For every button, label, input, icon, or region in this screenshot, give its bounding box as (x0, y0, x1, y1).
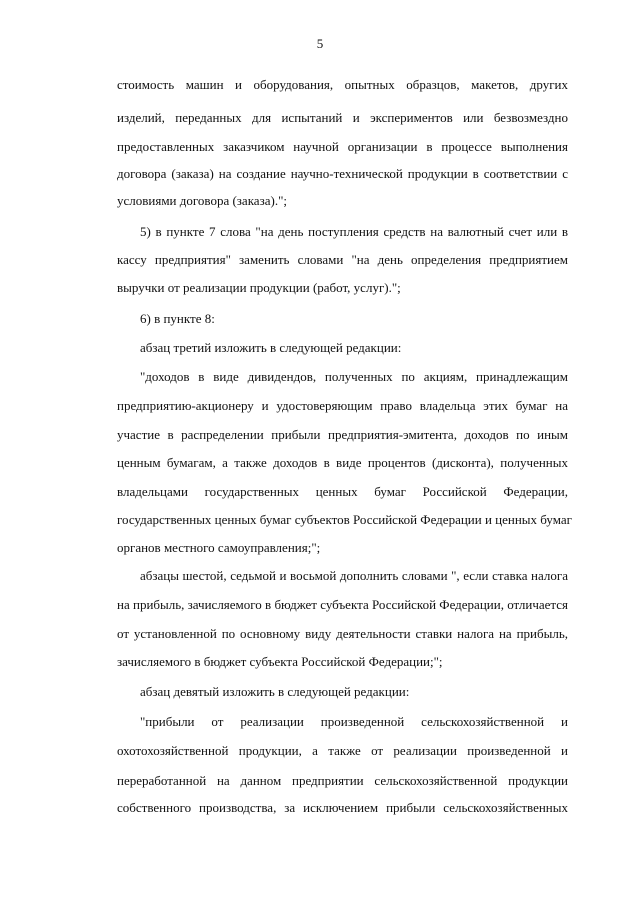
text-line: кассу предприятия" заменить словами "на день определения предприятием (117, 252, 568, 267)
text-line: договора (заказа) на создание научно-технической продукции в соответствии с (117, 166, 568, 181)
text-line: владельцами государственных ценных бумаг Российской Федерации, (117, 484, 568, 499)
text-line: 5) в пункте 7 слова "на день поступления средств на валютный счет или в (140, 224, 568, 239)
text-line: охотохозяйственной продукции, а также от реализации произведенной и (117, 743, 568, 758)
text-line: собственного производства, за исключением прибыли сельскохозяйственных (117, 800, 568, 815)
text-line: "прибыли от реализации произведенной сельскохозяйственной и (140, 714, 568, 729)
text-line: абзац третий изложить в следующей редакции: (140, 340, 402, 355)
text-line: изделий, переданных для испытаний и экспериментов или безвозмездно (117, 110, 568, 125)
text-line: предоставленных заказчиком научной организации в процессе выполнения (117, 139, 568, 154)
text-line: абзацы шестой, седьмой и восьмой дополнить словами ", если ставка налога (140, 568, 568, 583)
text-line: стоимость машин и оборудования, опытных образцов, макетов, других (117, 77, 568, 92)
text-line: предприятию-акционеру и удостоверяющим право владельца этих бумаг на (117, 398, 568, 413)
text-line: от установленной по основному виду деятельности ставки налога на прибыль, (117, 626, 568, 641)
text-line: участие в распределении прибыли предприятия-эмитента, доходов по иным (117, 427, 568, 442)
text-line: зачисляемого в бюджет субъекта Российской Федерации;"; (117, 654, 443, 669)
text-line: на прибыль, зачисляемого в бюджет субъекта Российской Федерации, отличается (117, 597, 568, 612)
text-line: ценным бумагам, а также доходов в виде процентов (дисконта), полученных (117, 455, 568, 470)
page-number: 5 (316, 36, 324, 51)
text-line: абзац девятый изложить в следующей редакции: (140, 684, 410, 699)
text-line: условиями договора (заказа)."; (117, 193, 287, 208)
text-line: выручки от реализации продукции (работ, услуг)."; (117, 280, 401, 295)
text-line: "доходов в виде дивидендов, полученных по акциям, принадлежащим (140, 369, 568, 384)
text-line: переработанной на данном предприятии сельскохозяйственной продукции (117, 773, 568, 788)
text-line: органов местного самоуправления;"; (117, 540, 321, 555)
text-line: государственных ценных бумаг субъектов Российской Федерации и ценных бумаг (117, 512, 572, 527)
text-line: 6) в пункте 8: (140, 311, 215, 326)
